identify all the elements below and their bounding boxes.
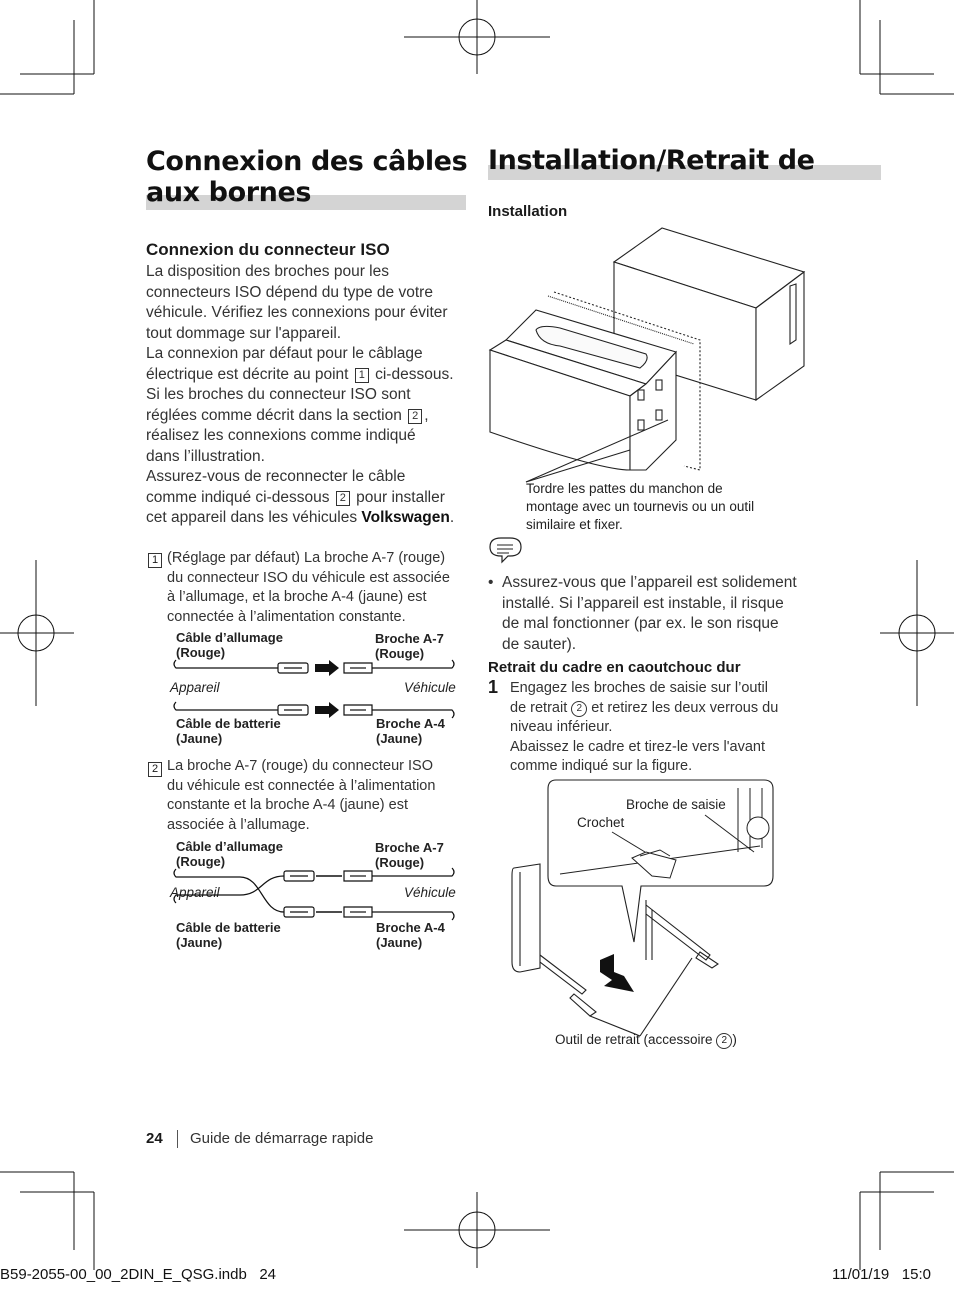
diagram1-unit-label: Appareil — [170, 680, 220, 695]
diagram1-battery-cable-label: Câble de batterie (Jaune) — [176, 716, 281, 746]
para-line: réalisez les connexions comme indiqué — [146, 427, 416, 444]
para-line: tout dommage sur l'appareil. — [146, 324, 342, 342]
ref-marker-1: 1 — [355, 368, 369, 383]
diagram2-vehicle-label: Véhicule — [404, 885, 456, 900]
item-1-text: (Réglage par défaut) La broche A-7 (rouge) du connecteur ISO du véhicule est associée à l’allumage, et la broche A-4 (jaune) est connectée à l’alimentation constante. — [167, 550, 450, 625]
ref-marker-2: 2 — [336, 491, 350, 506]
note-bullet: • — [488, 574, 494, 591]
diagram2-ignition-cable-label: Câble d’allumage (Rouge) — [176, 839, 283, 869]
label-hook: Crochet — [577, 815, 625, 830]
para-line: La disposition des broches pour les — [146, 263, 389, 280]
para-line: cet appareil dans les véhicules Volkswagen. — [146, 509, 455, 526]
installation-caption: Tordre les pattes du manchon de montage avec un tournevis ou un outil similaire et fixer. — [526, 481, 755, 532]
para-line: réglées comme décrit dans la section 2 , — [146, 406, 429, 424]
item-2-marker: 2 — [146, 760, 164, 778]
removal-tool-caption: Outil de retrait (accessoire 2 ) — [555, 1032, 737, 1047]
guide-title: Guide de démarrage rapide — [190, 1130, 374, 1147]
diagram2-battery-cable-label: Câble de batterie (Jaune) — [176, 920, 281, 950]
item-1-marker: 1 — [146, 551, 164, 569]
iso-heading: Connexion du connecteur ISO — [146, 240, 390, 259]
diagram1-pin-a4-label: Broche A-4 (Jaune) — [376, 716, 445, 746]
para-line: Si les broches du connecteur ISO sont — [146, 386, 411, 403]
removal-heading: Retrait du cadre en caoutchouc dur — [488, 659, 741, 676]
label-grab-pin: Broche de saisie — [626, 797, 726, 812]
accessory-2-marker: 2 — [716, 1033, 732, 1049]
diagram2-pin-a7-label: Broche A-7 (Rouge) — [375, 840, 444, 870]
diagram1-pin-a7-label: Broche A-7 (Rouge) — [375, 631, 444, 661]
page-number: 24 — [146, 1130, 163, 1147]
diagram2-pin-a4-label: Broche A-4 (Jaune) — [376, 920, 445, 950]
section-title-line2: aux bornes — [146, 177, 312, 208]
removal-tool-left — [540, 955, 586, 994]
print-timestamp: 11/01/19 15:0 — [832, 1266, 931, 1283]
removal-step-text: Engagez les broches de saisie sur l’outil de retrait 2 et retirez les deux verrous du niveau inférieur. Abaissez le cadre et tirez-le vers l'avant comme indiqué sur la figure. — [510, 680, 779, 774]
accessory-2-marker: 2 — [571, 701, 587, 717]
installation-heading: Installation — [488, 203, 568, 220]
section-title-line1: Connexion des câbles — [146, 146, 468, 177]
para-line: comme indiqué ci-dessous 2 pour installer — [146, 488, 445, 506]
footer-divider — [177, 1130, 178, 1148]
para-line: La connexion par défaut pour le câblage — [146, 345, 423, 362]
step-number: 1 — [488, 677, 499, 697]
print-file-name: B59-2055-00_00_2DIN_E_QSG.indb 24 — [0, 1266, 277, 1283]
para-line: connecteurs ISO dépend du type de votre — [146, 283, 433, 301]
section-title-installation: Installation/Retrait de — [488, 145, 815, 176]
brand-volkswagen: Volkswagen — [361, 509, 450, 526]
diagram1-vehicle-label: Véhicule — [404, 680, 456, 695]
callout-line — [640, 958, 692, 1036]
diagram1-ignition-cable-label: Câble d’allumage (Rouge) — [176, 630, 283, 660]
para-line: Assurez-vous de reconnecter le câble — [146, 468, 406, 485]
para-line: électrique est décrite au point 1 ci-dessous. — [146, 365, 454, 383]
ref-marker-2: 2 — [408, 409, 422, 424]
para-line: véhicule. Vérifiez les connexions pour éviter — [146, 304, 448, 321]
item-2-text: La broche A-7 (rouge) du connecteur ISO du véhicule est connectée à l’alimentation constante et la broche A-4 (jaune) est associée à l’allumage. — [167, 758, 436, 833]
pull-arrow-icon — [600, 954, 634, 992]
diagram2-unit-label: Appareil — [170, 885, 220, 900]
para-line: dans l’illustration. — [146, 447, 265, 465]
note-text: Assurez-vous que l’appareil est solidement installé. Si l’appareil est instable, il risque de mal fonctionner (par ex. le son risque de sauter). — [502, 574, 797, 653]
rubber-frame — [512, 864, 540, 972]
